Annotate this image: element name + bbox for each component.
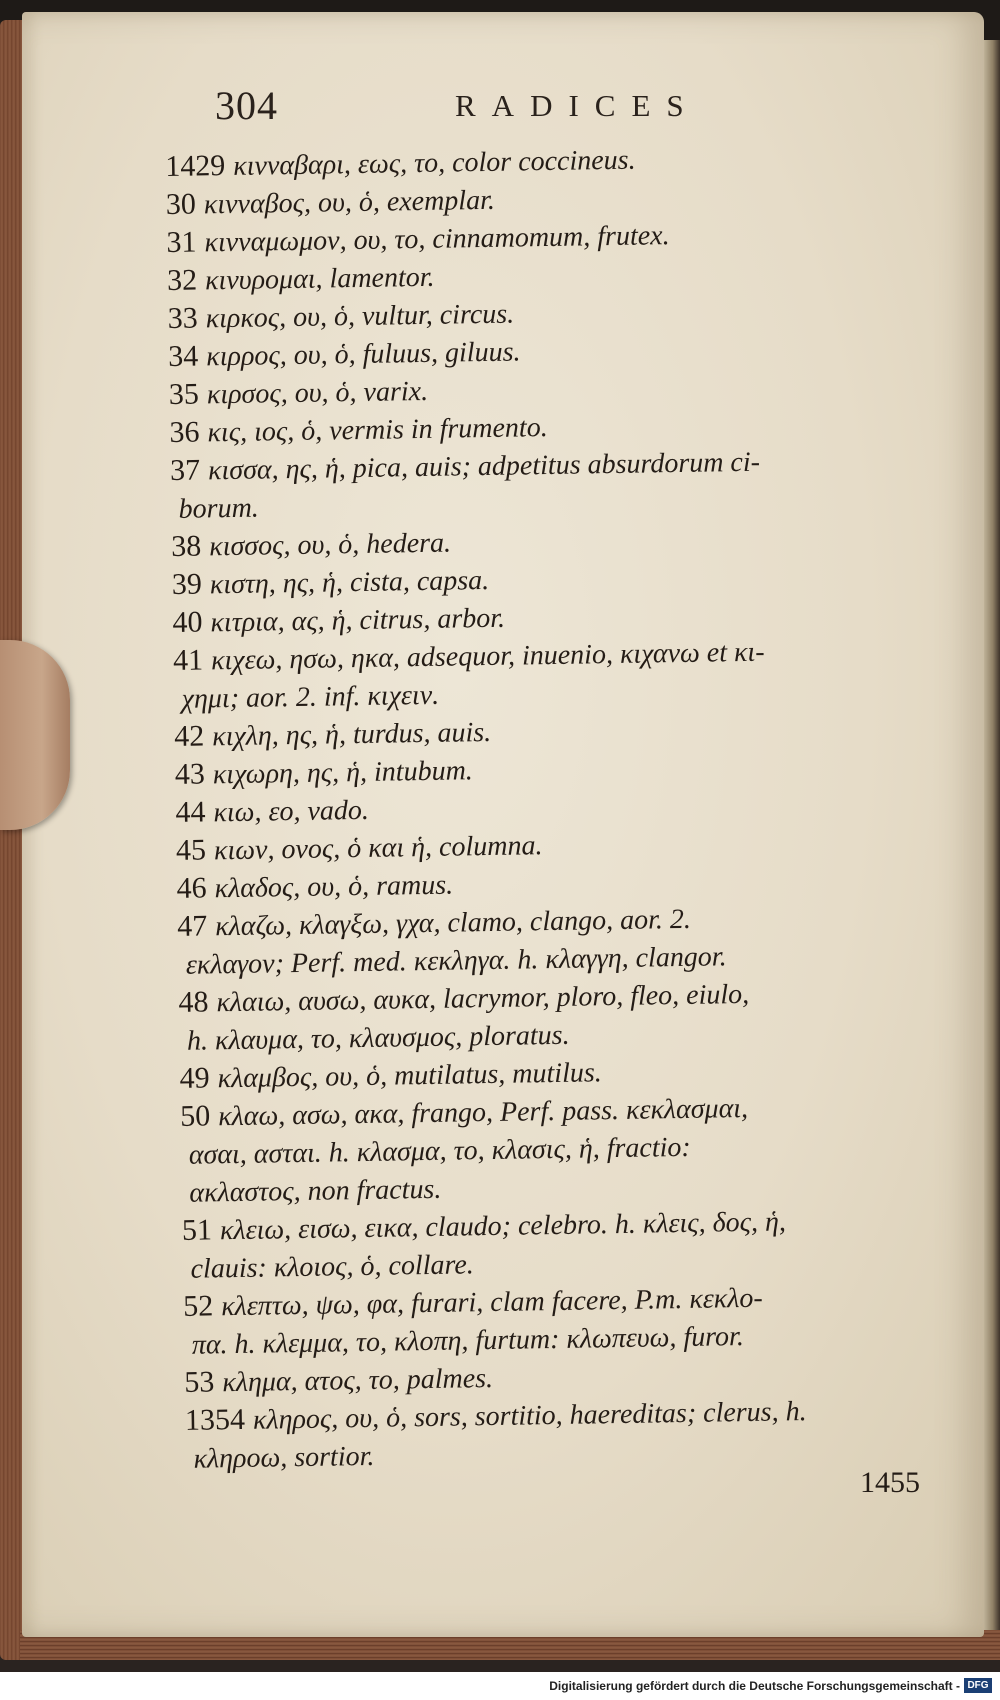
entry-text: κιω, εο, vado. [213, 794, 370, 829]
entry-text: κλεπτω, ψω, φα, furari, clam facere, P.m. κεκλο- [220, 1282, 763, 1323]
page-header [215, 78, 735, 138]
entry-number [181, 1176, 182, 1209]
entry-text: κις, ιος, ὁ, vermis in frumento. [207, 412, 548, 449]
entry-text: h. κλαυμα, το, κλαυσμος, ploratus. [186, 1019, 570, 1057]
entry-number [184, 1328, 185, 1361]
footer-credit: Digitalisierung gefördert durch die Deutsche Forschungsgemeinschaft - [549, 1679, 960, 1693]
entry-number: 32 [166, 263, 198, 297]
entry-text: κισσος, ου, ὁ, hedera. [209, 527, 452, 563]
entry-text: κινυρομαι, lamentor. [204, 261, 435, 297]
entry-number: 42 [173, 719, 205, 753]
entry-text: κλαδος, ου, ὁ, ramus. [214, 869, 454, 905]
entry-number: 44 [175, 795, 206, 829]
entry-number: 41 [172, 643, 204, 677]
entry-text: κλαζω, κλαγξω, γχα, clamo, clango, aor. 2. [214, 903, 692, 943]
entry-number: 46 [176, 871, 207, 905]
entry-text: κιρρος, ου, ὁ, fuluus, giluus. [206, 336, 521, 373]
running-title: RADICES [455, 88, 700, 123]
entry-text: κινναμωμον, ου, το, cinnamomum, frutex. [204, 220, 670, 259]
entry-text: κλαω, ασω, ακα, frango, Perf. pass. κεκλασμαι, [217, 1092, 749, 1133]
entry-text: κλαιω, αυσω, αυκα, lacrymor, ploro, fleo, eiulo, [216, 978, 750, 1019]
entry-text: χημι; aor. 2. inf. κιχειν. [181, 679, 440, 715]
entry-number: 35 [168, 377, 200, 411]
bookmark-tab [0, 640, 70, 830]
entry-number: 45 [175, 833, 207, 867]
entry-number: 1429 [165, 149, 226, 183]
entry-text: εκλαγον; Perf. med. κεκληγα. h. κλαγγη, clangor. [185, 941, 727, 981]
entry-number [182, 1252, 183, 1285]
entry-number [178, 948, 179, 981]
entry-text: borum. [178, 492, 260, 525]
dictionary-entries [165, 135, 986, 1477]
page-number: 304 [215, 83, 278, 128]
entry-number: 47 [176, 909, 208, 943]
entry-text: κινναβαρι, εως, το, color coccineus. [233, 144, 636, 182]
entry-text: κλημα, ατος, το, palmes. [222, 1363, 494, 1399]
entry-text: κιων, ονος, ὁ και ἡ, columna. [213, 830, 543, 867]
entry-text: πα. h. κλεμμα, το, κλοπη, furtum: κλωπευω, furor. [191, 1321, 745, 1361]
entry-text: clauis: κλοιος, ὁ, collare. [190, 1249, 475, 1285]
entry-number: 39 [171, 567, 203, 601]
entry-text: κληρος, ου, ὁ, sors, sortitio, haereditas; clerus, h. [252, 1396, 807, 1436]
entry-number [173, 682, 174, 715]
entry-number: 50 [179, 1099, 211, 1133]
entry-text: κιχεω, ησω, ηκα, adsequor, inuenio, κιχανω et κι- [210, 636, 765, 677]
entry-number: 49 [179, 1061, 210, 1095]
entry-text: κληροω, sortior. [193, 1440, 375, 1475]
entry-number: 31 [166, 225, 197, 259]
entry-number: 40 [172, 605, 203, 639]
entry-text: κιχλη, ης, ἡ, turdus, auis. [212, 716, 492, 753]
entry-text: ακλαστος, non fractus. [189, 1173, 442, 1209]
dfg-logo: DFG [964, 1678, 992, 1693]
catchword: 1455 [860, 1466, 920, 1499]
entry-text: κιστη, ης, ἡ, cista, capsa. [209, 564, 490, 601]
entry-number: 51 [181, 1213, 213, 1247]
entry-number: 53 [184, 1365, 215, 1399]
entry-number: 36 [169, 415, 200, 449]
entry-number: 34 [168, 339, 199, 373]
entry-text: κιχωρη, ης, ἡ, intubum. [212, 755, 474, 791]
entry-number [170, 492, 171, 525]
entry-text: κιρσος, ου, ὁ, varix. [206, 375, 429, 411]
entry-number [185, 1442, 186, 1475]
entry-number: 48 [178, 985, 209, 1019]
entry-number: 38 [171, 529, 202, 563]
entry-text: κισσα, ης, ἡ, pica, auis; adpetitus absurdorum ci- [207, 446, 761, 487]
entry-number [181, 1138, 182, 1171]
digitization-footer [0, 1672, 1000, 1700]
entry-text: κιτρια, ας, ἡ, citrus, arbor. [210, 602, 506, 639]
entry-number [179, 1024, 180, 1057]
entry-number: 1354 [184, 1402, 246, 1437]
entry-number: 30 [165, 187, 197, 221]
entry-number: 33 [167, 301, 198, 335]
entry-text: κινναβος, ου, ὁ, exemplar. [203, 184, 496, 221]
entry-number: 37 [169, 453, 201, 487]
entry-text: ασαι, ασται. h. κλασμα, το, κλασις, ἡ, fractio: [188, 1131, 691, 1171]
entry-text: κλειω, εισω, εικα, claudo; celebro. h. κλεις, δος, ἡ, [219, 1206, 787, 1247]
entry-number: 43 [174, 757, 206, 791]
entry-text: κλαμβος, ου, ὁ, mutilatus, mutilus. [217, 1057, 602, 1095]
entry-number: 52 [182, 1289, 214, 1323]
entry-text: κιρκος, ου, ὁ, vultur, circus. [205, 298, 515, 335]
